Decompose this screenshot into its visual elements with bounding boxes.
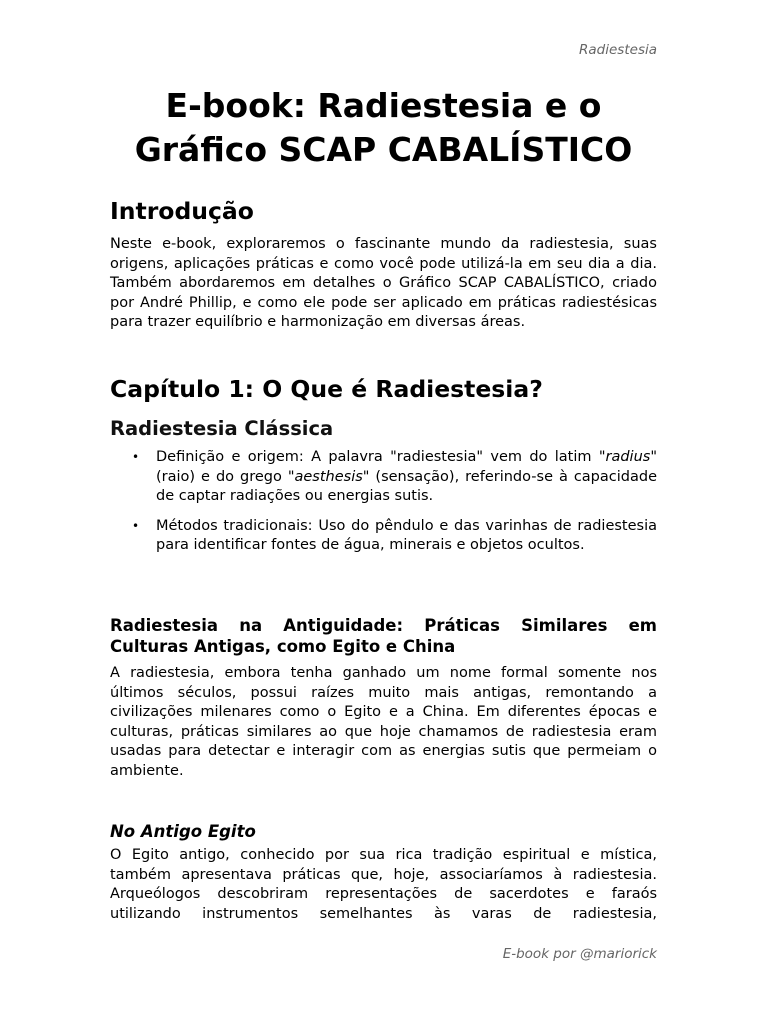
intro-heading: Introdução (110, 197, 254, 225)
bullet-dot-icon: • (132, 518, 140, 533)
chapter-1-heading: Capítulo 1: O Que é Radiestesia? (110, 375, 543, 403)
document-title-line-1: E-book: Radiestesia e o (165, 86, 602, 125)
running-header: Radiestesia (579, 42, 657, 58)
classic-radiesthesia-list (110, 448, 657, 556)
antiquity-heading: Radiestesia na Antiguidade: Práticas Similares em Culturas Antigas, como Egito e China (110, 616, 657, 656)
ancient-egypt-paragraph: O Egito antigo, conhecido por sua rica tradição espiritual e mística, também apresentava práticas que, hoje, associaríamos à radiestesia. Arqueólogos descobriram representações de sacerdotes e faraós utilizando instrumentos semelhantes às varas de radiestesia, (110, 847, 657, 922)
classic-radiesthesia-heading: Radiestesia Clássica (110, 417, 334, 440)
running-footer: E-book por @mariorick (502, 946, 657, 962)
ancient-egypt-heading: No Antigo Egito (110, 822, 256, 841)
intro-paragraph: Neste e-book, exploraremos o fascinante mundo da radiestesia, suas origens, aplicações práticas e como você pode utilizá-la em seu dia a dia. Também abordaremos em detalhes o Gráfico SCAP CABALÍSTICO, criado por André Phillip, e como ele pode ser aplicado em práticas radiestésicas para trazer equilíbrio e harmonização em diversas áreas. (110, 236, 657, 331)
list-item: • Definição e origem: A palavra "radiestesia" vem do latim "radius" (raio) e do grego "aesthesis" (sensação), referindo-se à capacidade de captar radiações ou energias sutis. (132, 449, 657, 505)
document-title (110, 84, 657, 172)
document-title-line-2: Gráfico SCAP CABALÍSTICO (134, 130, 633, 169)
document-page (110, 0, 657, 1024)
bullet-dot-icon: • (132, 450, 140, 464)
antiquity-paragraph: A radiestesia, embora tenha ganhado um nome formal somente nos últimos séculos, possui raízes muito mais antigas, remontando a civilizações milenares como o Egito e a China. Em diferentes épocas e culturas, práticas similares ao que hoje chamamos de radiestesia eram usadas para detectar e interagir com as energias sutis que permeiam o ambiente. (110, 665, 657, 779)
list-item: • Métodos tradicionais: Uso do pêndulo e das varinhas de radiestesia para identificar fontes de água, minerais e objetos ocultos. (132, 517, 657, 554)
